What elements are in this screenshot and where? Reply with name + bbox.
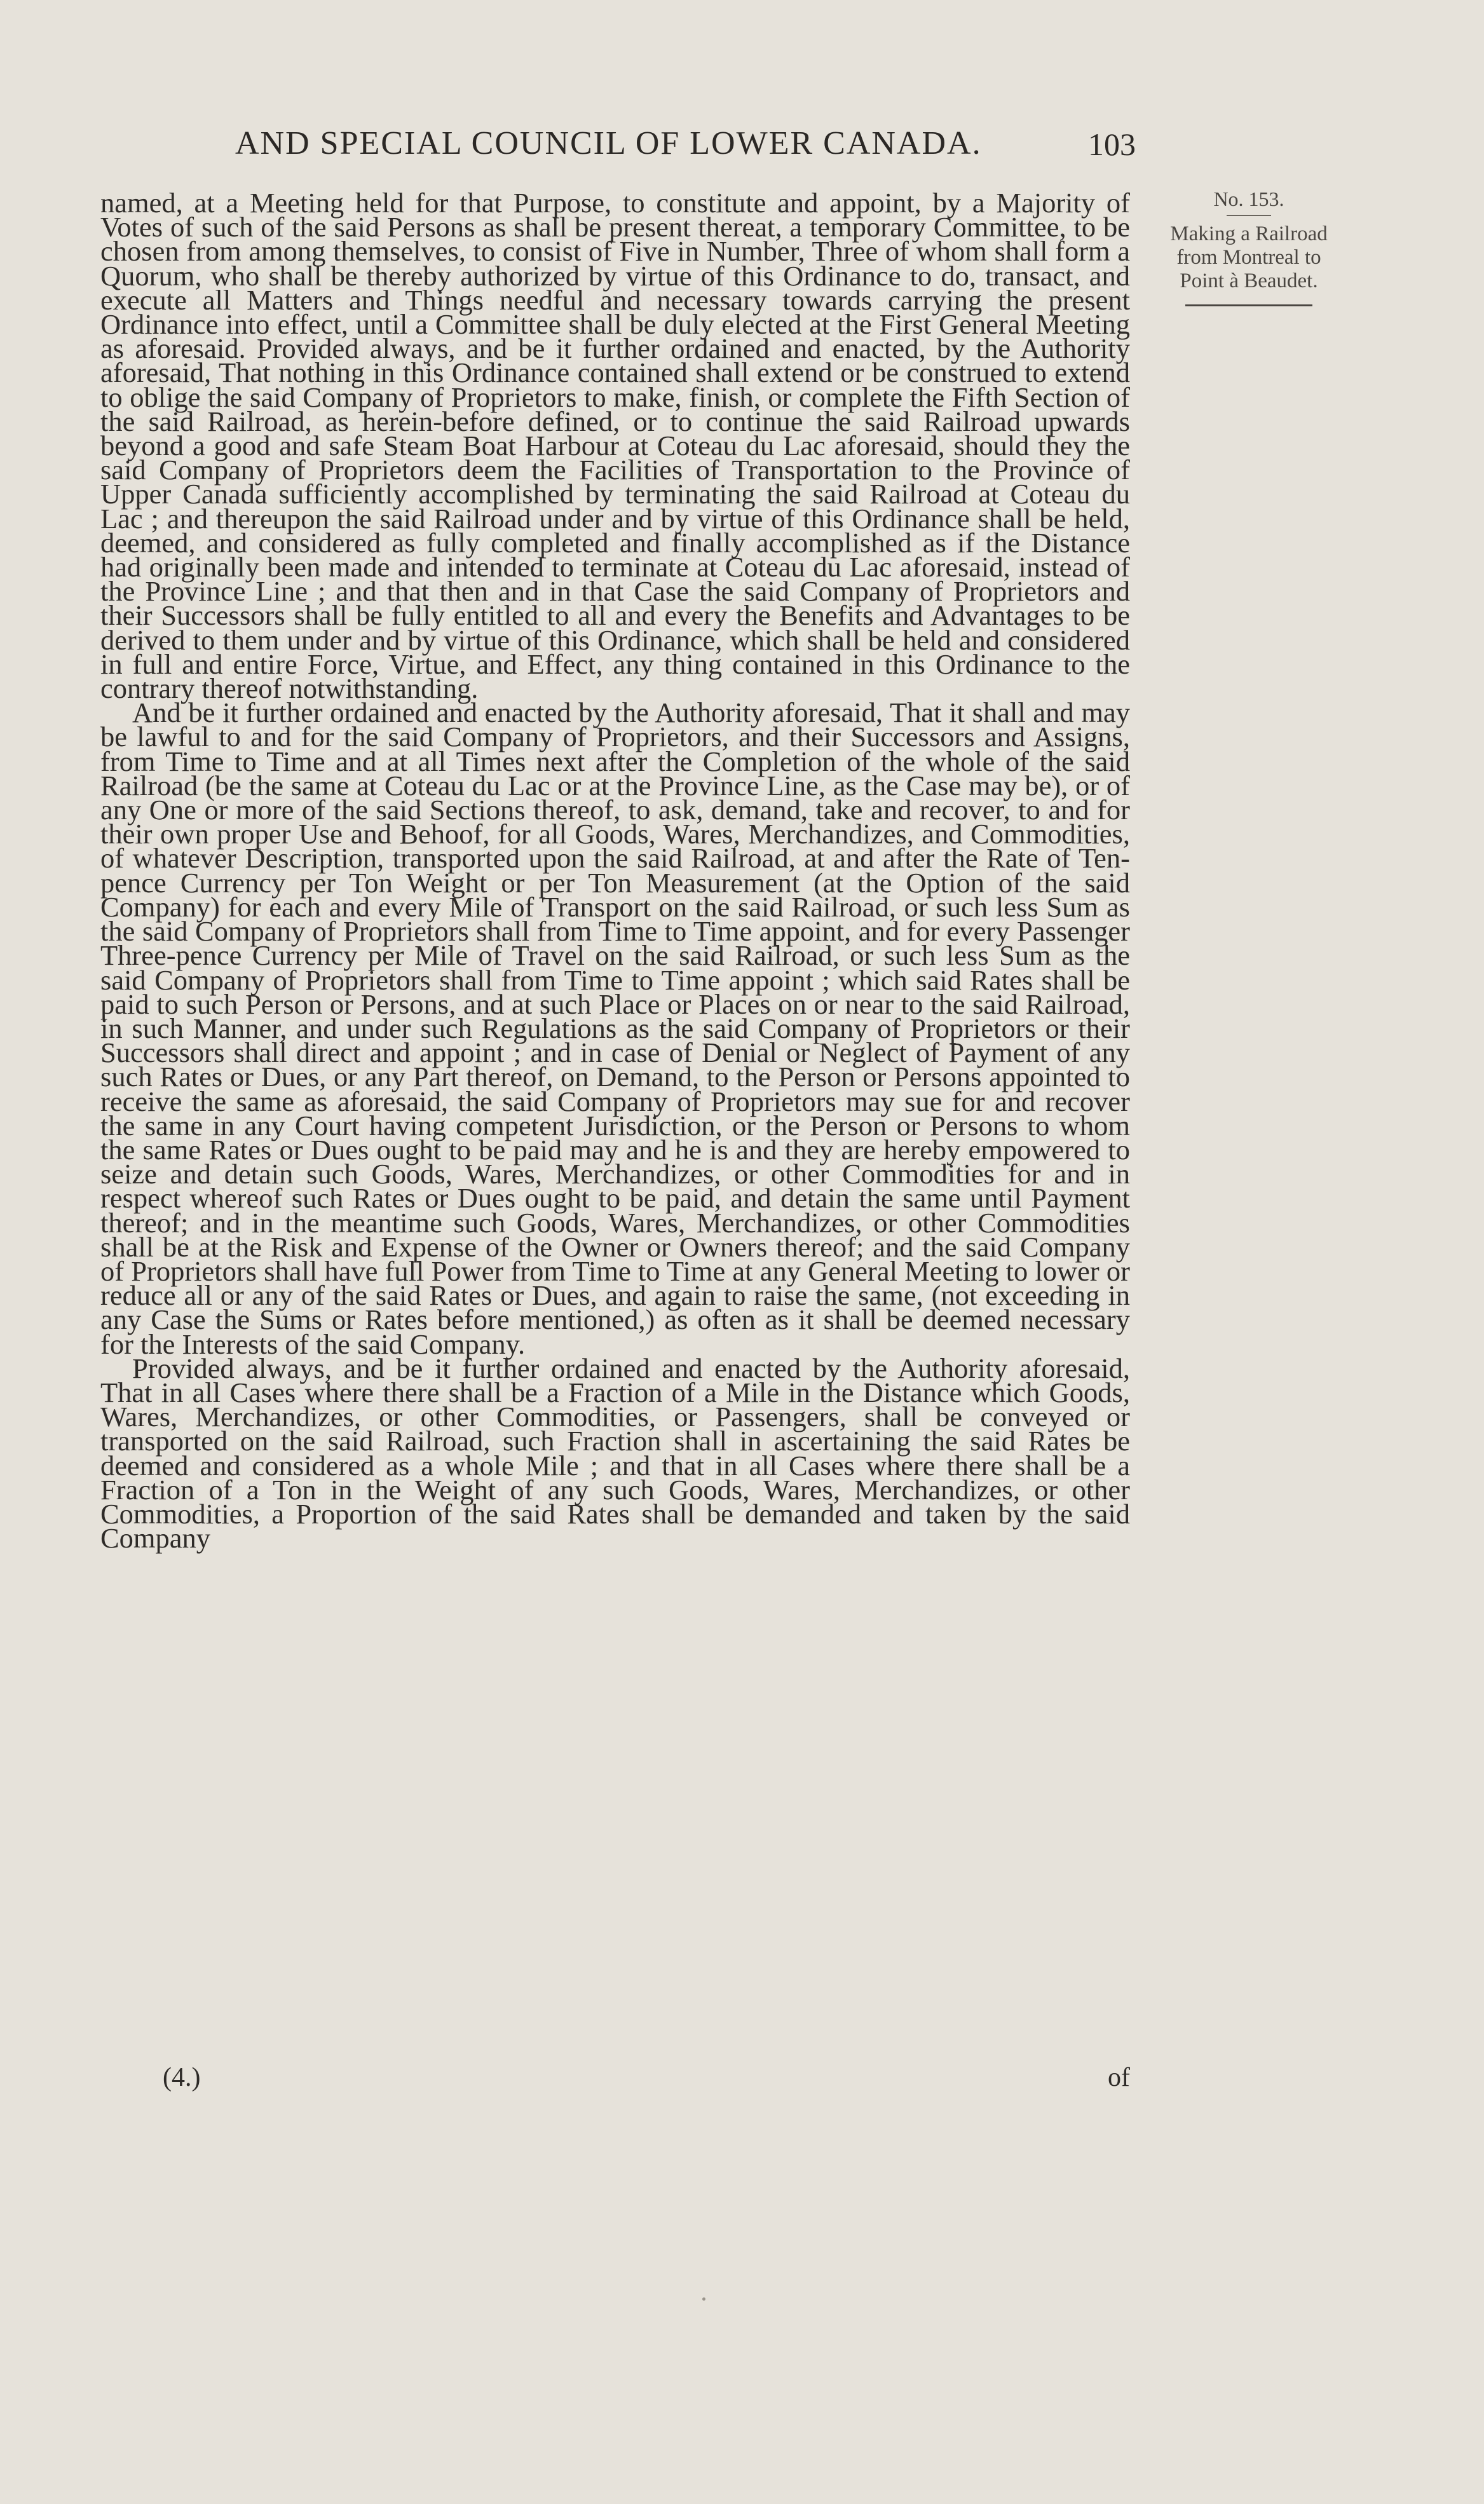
margin-note-rule [1227, 215, 1271, 216]
margin-note-chapter: No. 153. [1213, 187, 1284, 210]
margin-note [1144, 187, 1354, 306]
margin-note-line: Point à Beaudet. [1180, 269, 1318, 292]
running-head: AND SPECIAL COUNCIL OF LOWER CANADA. [235, 125, 982, 161]
body-paragraph: named, at a Meeting held for that Purpose, to constitute and appoint, by a Majority of Votes of such of the said Persons as shall be present thereat, a temporary Committee, to be chosen from among themselves, to consist of Five in Number, Three of whom shall form a Quorum, who shall be thereby authorized by virtue of this Ordinance to do, transact, and execute all Matters and Things needful and necessary towards carrying the present Ordinance into effect, until a Committee shall be duly elected at the First General Meeting as aforesaid. Provided always, and be it further ordained and enacted, by the Authority aforesaid, That nothing in this Ordinance contained shall extend or be construed to extend to oblige the said Company of Proprietors to make, finish, or complete the Fifth Section of the said Railroad, as herein-before defined, or to continue the said Railroad upwards beyond a good and safe Steam Boat Harbour at Coteau du Lac aforesaid, should they the said Company of Proprietors deem the Facilities of Transportation to the Province of Upper Canada sufficiently accomplished by terminating the said Railroad at Coteau du Lac ; and thereupon the said Railroad under and by virtue of this Ordinance shall be held, deemed, and considered as fully completed and finally accomplished as if the Distance had originally been made and intended to terminate at Coteau du Lac aforesaid, instead of the Province Line ; and that then and in that Case the said Company of Proprietors and their Successors shall be fully entitled to all and every the Benefits and Advantages to be derived to them under and by virtue of this Ordinance, which shall be held and considered in full and entire Force, Virtue, and Effect, any thing contained in this Ordinance to the contrary thereof notwithstanding. [100, 187, 1130, 705]
margin-note-line: from Montreal to [1176, 246, 1321, 269]
margin-note-line: Making a Railroad [1170, 222, 1328, 245]
margin-note-divider [1185, 304, 1312, 306]
signature-mark: (4.) [163, 2063, 201, 2092]
body-paragraph: And be it further ordained and enacted by the Authority aforesaid, That it shall and may be lawful to and for the said Company of Proprietors, and their Successors and Assigns, from Time to Time and at all Times next after the Completion of the whole of the said Railroad (be the same at Coteau du Lac or at the Province Line, as the Case may be), or of any One or more of the said Sections thereof, to ask, demand, take and recover, to and for their own proper Use and Behoof, for all Goods, Wares, Merchandizes, and Commodities, of whatever Description, transported upon the said Railroad, at and after the Rate of Ten-pence Currency per Ton Weight or per Ton Measurement (at the Option of the said Company) for each and every Mile of Transport on the said Railroad, or such less Sum as the said Company of Proprietors shall from Time to Time appoint, and for every Passenger Three-pence Currency per Mile of Travel on the said Railroad, or such less Sum as the said Company of Proprietors shall from Time to Time appoint ; which said Rates shall be paid to such Person or Persons, and at such Place or Places on or near to the said Railroad, in such Manner, and under such Regulations as the said Company of Proprietors or their Successors shall direct and appoint ; and in case of Denial or Neglect of Payment of any such Rates or Dues, or any Part thereof, on Demand, to the Person or Persons appointed to receive the same as aforesaid, the said Company of Proprietors may sue for and recover the same in any Court having competent Jurisdiction, or the Person or Persons to whom the same Rates or Dues ought to be paid may and he is and they are hereby empowered to seize and detain such Goods, Wares, Merchandizes, or other Commodities for and in respect whereof such Rates or Dues ought to be paid, and detain the same until Payment thereof; and in the meantime such Goods, Wares, Merchandizes, or other Commodities shall be at the Risk and Expense of the Owner or Owners thereof; and the said Company of Proprietors shall have full Power from Time to Time at any General Meeting to lower or reduce all or any of the said Rates or Dues, and again to raise the same, (not exceeding in any Case the Sums or Rates before mentioned,) as often as it shall be deemed necessary for the Interests of the said Company. [100, 697, 1130, 1360]
catchword: of [1108, 2063, 1130, 2092]
paper-speck [702, 2297, 705, 2301]
page-number: 103 [1088, 126, 1136, 162]
body-paragraph: Provided always, and be it further ordained and enacted by the Authority aforesaid, That in all Cases where there shall be a Fraction of a Mile in the Distance which Goods, Wares, Merchandizes, or other Commodities, or Passengers, shall be conveyed or transported on the said Railroad, such Fraction shall in ascertaining the said Rates be deemed and considered as a whole Mile ; and that in all Cases where there shall be a Fraction of a Ton in the Weight of any such Goods, Wares, Merchandizes, or other Commodities, a Proportion of the said Rates shall be demanded and taken by the said Company [100, 1352, 1130, 1555]
body-text [100, 187, 1130, 1555]
